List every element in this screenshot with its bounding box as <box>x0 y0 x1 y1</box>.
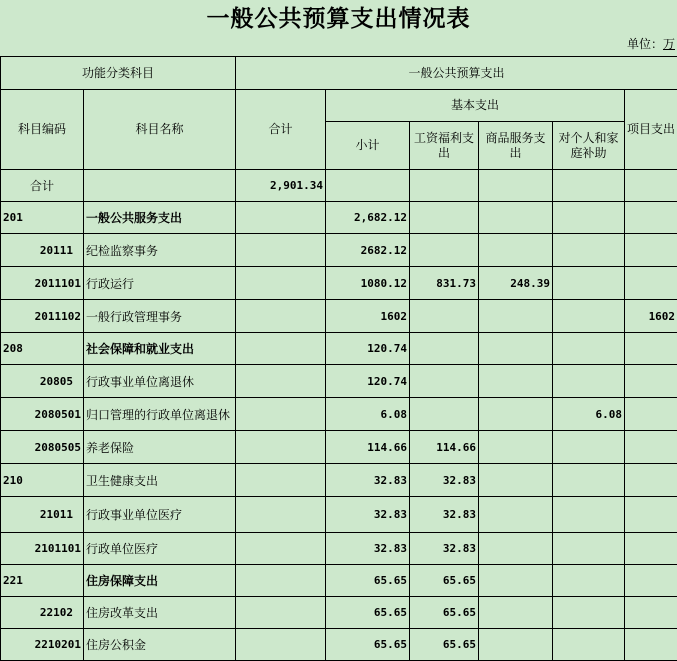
row-personal <box>553 533 625 565</box>
table-row <box>1 267 677 300</box>
row-name: 纪检监察事务 <box>84 234 236 267</box>
row-goods: 248.39 <box>479 267 553 300</box>
table-row <box>1 533 677 565</box>
header-function-group: 功能分类科目 <box>1 57 236 90</box>
row-total <box>236 431 326 464</box>
row-total <box>236 565 326 597</box>
row-personal <box>553 202 625 234</box>
row-total <box>236 533 326 565</box>
row-personal <box>553 629 625 661</box>
row-name: 住房保障支出 <box>84 565 236 597</box>
row-personal <box>553 565 625 597</box>
row-personal <box>553 497 625 533</box>
row-project <box>625 464 677 497</box>
row-total <box>236 365 326 398</box>
row-subtotal: 65.65 <box>326 565 410 597</box>
row-code: 21011 <box>1 497 84 533</box>
row-goods <box>479 431 553 464</box>
table-row <box>1 398 677 431</box>
row-name: 住房公积金 <box>84 629 236 661</box>
row-name: 归口管理的行政单位离退休 <box>84 398 236 431</box>
row-goods <box>479 365 553 398</box>
row-subtotal: 1080.12 <box>326 267 410 300</box>
row-personal <box>553 597 625 629</box>
row-total <box>236 464 326 497</box>
header-total: 合计 <box>236 90 326 170</box>
row-project: 1602 <box>625 300 677 333</box>
row-total <box>236 267 326 300</box>
row-salary: 32.83 <box>410 464 479 497</box>
header-salary: 工资福利支出 <box>410 122 479 170</box>
row-goods <box>479 597 553 629</box>
header-code: 科目编码 <box>1 90 84 170</box>
row-code: 2080501 <box>1 398 84 431</box>
row-name: 行政单位医疗 <box>84 533 236 565</box>
row-name: 行政事业单位离退休 <box>84 365 236 398</box>
row-code: 2210201 <box>1 629 84 661</box>
row-salary: 65.65 <box>410 597 479 629</box>
row-project <box>625 365 677 398</box>
row-total <box>236 629 326 661</box>
row-goods <box>479 398 553 431</box>
row-subtotal: 32.83 <box>326 497 410 533</box>
row-code: 20805 <box>1 365 84 398</box>
row-name: 住房改革支出 <box>84 597 236 629</box>
row-code: 22102 <box>1 597 84 629</box>
row-personal <box>553 431 625 464</box>
row-subtotal: 120.74 <box>326 333 410 365</box>
table-row <box>1 333 677 365</box>
row-salary <box>410 398 479 431</box>
row-personal <box>553 300 625 333</box>
row-subtotal: 1602 <box>326 300 410 333</box>
total-row <box>1 170 677 202</box>
row-code: 2080505 <box>1 431 84 464</box>
table-row <box>1 202 677 234</box>
row-salary <box>410 202 479 234</box>
table-row <box>1 629 677 661</box>
header-budget-group: 一般公共预算支出 <box>236 57 677 90</box>
row-name: 行政事业单位医疗 <box>84 497 236 533</box>
total-value: 2,901.34 <box>236 170 326 202</box>
row-project <box>625 333 677 365</box>
row-total <box>236 398 326 431</box>
row-code: 20111 <box>1 234 84 267</box>
row-goods <box>479 629 553 661</box>
row-code: 221 <box>1 565 84 597</box>
row-total <box>236 300 326 333</box>
table-row <box>1 565 677 597</box>
row-project <box>625 497 677 533</box>
row-salary: 114.66 <box>410 431 479 464</box>
row-goods <box>479 464 553 497</box>
row-salary: 831.73 <box>410 267 479 300</box>
row-project <box>625 533 677 565</box>
row-code: 201 <box>1 202 84 234</box>
row-total <box>236 333 326 365</box>
row-subtotal: 2,682.12 <box>326 202 410 234</box>
row-project <box>625 629 677 661</box>
row-salary: 65.65 <box>410 629 479 661</box>
header-subtotal: 小计 <box>326 122 410 170</box>
row-project <box>625 565 677 597</box>
row-name: 一般行政管理事务 <box>84 300 236 333</box>
row-code: 2011102 <box>1 300 84 333</box>
total-label: 合计 <box>1 170 84 202</box>
row-subtotal: 120.74 <box>326 365 410 398</box>
row-goods <box>479 202 553 234</box>
row-personal: 6.08 <box>553 398 625 431</box>
row-goods <box>479 333 553 365</box>
row-personal <box>553 333 625 365</box>
row-name: 养老保险 <box>84 431 236 464</box>
row-project <box>625 202 677 234</box>
row-code: 208 <box>1 333 84 365</box>
row-total <box>236 202 326 234</box>
row-salary <box>410 333 479 365</box>
row-goods <box>479 565 553 597</box>
table-row <box>1 431 677 464</box>
row-personal <box>553 365 625 398</box>
table-row <box>1 497 677 533</box>
row-goods <box>479 300 553 333</box>
row-subtotal: 2682.12 <box>326 234 410 267</box>
row-personal <box>553 464 625 497</box>
header-project: 项目支出 <box>625 90 677 170</box>
row-subtotal: 32.83 <box>326 464 410 497</box>
row-subtotal: 114.66 <box>326 431 410 464</box>
row-goods <box>479 497 553 533</box>
row-code: 2101101 <box>1 533 84 565</box>
row-total <box>236 497 326 533</box>
row-goods <box>479 234 553 267</box>
row-salary: 32.83 <box>410 497 479 533</box>
row-subtotal: 65.65 <box>326 629 410 661</box>
page-title: 一般公共预算支出情况表 <box>206 5 471 32</box>
unit-value: 万 <box>662 37 675 51</box>
row-total <box>236 597 326 629</box>
row-salary: 65.65 <box>410 565 479 597</box>
header-basic-group: 基本支出 <box>326 90 625 122</box>
table-row <box>1 300 677 333</box>
header-goods: 商品服务支出 <box>479 122 553 170</box>
table-row <box>1 597 677 629</box>
row-project <box>625 597 677 629</box>
row-personal <box>553 267 625 300</box>
row-project <box>625 398 677 431</box>
table-row <box>1 234 677 267</box>
row-salary <box>410 234 479 267</box>
row-subtotal: 6.08 <box>326 398 410 431</box>
row-subtotal: 65.65 <box>326 597 410 629</box>
row-personal <box>553 234 625 267</box>
unit-label: 单位：万 <box>626 37 675 51</box>
row-salary: 32.83 <box>410 533 479 565</box>
row-name: 社会保障和就业支出 <box>84 333 236 365</box>
row-name: 一般公共服务支出 <box>84 202 236 234</box>
row-code: 2011101 <box>1 267 84 300</box>
row-goods <box>479 533 553 565</box>
table-row <box>1 464 677 497</box>
row-total <box>236 234 326 267</box>
header-personal: 对个人和家庭补助 <box>553 122 625 170</box>
row-name: 行政运行 <box>84 267 236 300</box>
row-subtotal: 32.83 <box>326 533 410 565</box>
table-row <box>1 365 677 398</box>
row-name: 卫生健康支出 <box>84 464 236 497</box>
row-salary <box>410 300 479 333</box>
row-code: 210 <box>1 464 84 497</box>
row-salary <box>410 365 479 398</box>
row-project <box>625 431 677 464</box>
budget-table <box>0 56 677 661</box>
header-name: 科目名称 <box>84 90 236 170</box>
row-project <box>625 234 677 267</box>
row-project <box>625 267 677 300</box>
